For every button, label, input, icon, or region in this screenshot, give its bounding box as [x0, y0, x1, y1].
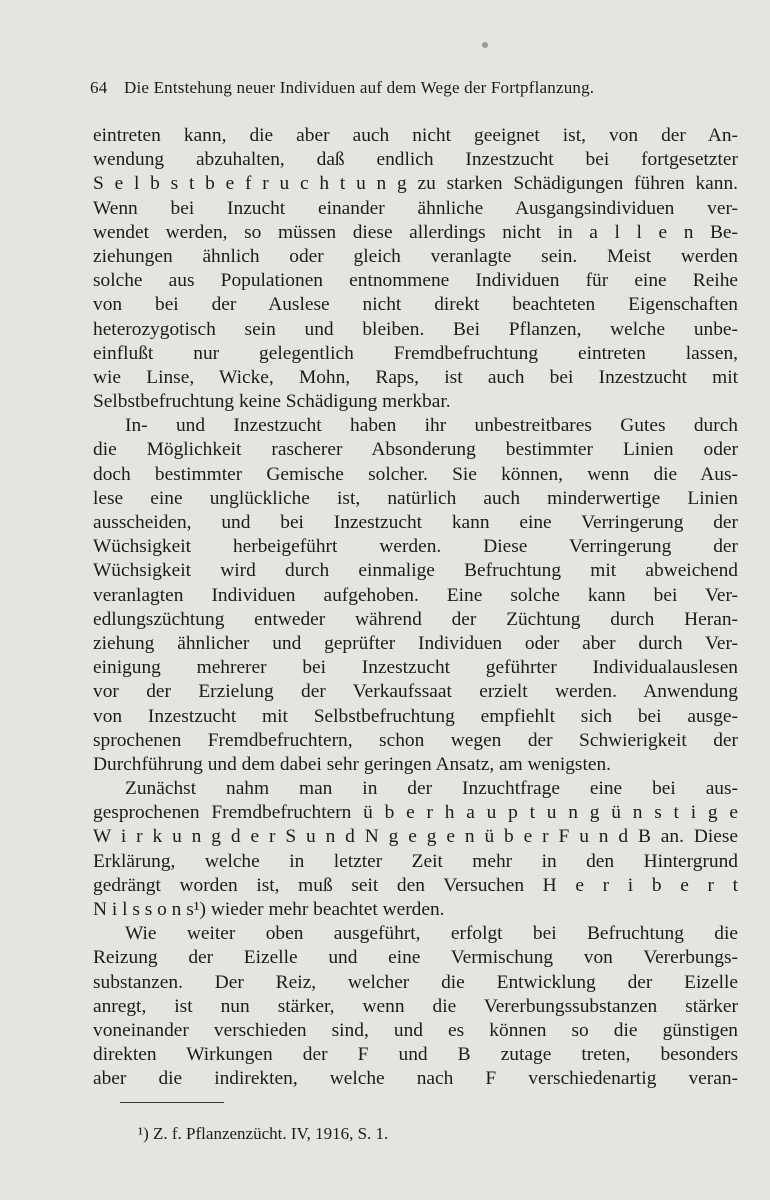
text-line: Selbstbefruchtung keine Schädigung merkbar. — [93, 391, 451, 413]
text-line: von bei der Auslese nicht direkt beachteten Eigenschaften — [93, 294, 738, 316]
text-line: S e l b s t b e f r u c h t u n g zu starken Schädigungen führen kann. — [93, 173, 738, 195]
text-line: einigung mehrerer bei Inzestzucht geführter Individualauslesen — [93, 657, 738, 679]
page-number: 64 — [90, 78, 108, 97]
text-line: ausscheiden, und bei Inzestzucht kann eine Verringerung der — [93, 512, 738, 533]
running-header — [90, 78, 740, 102]
text-line: heterozygotisch sein und bleiben. Bei Pflanzen, welche unbe- — [93, 318, 738, 340]
text-line: einflußt nur gelegentlich Fremdbefruchtung eintreten lassen, — [93, 342, 738, 364]
body-text — [93, 124, 738, 1092]
text-line: In- und Inzestzucht haben ihr unbestreitbares Gutes durch — [125, 415, 738, 437]
running-title: Die Entstehung neuer Individuen auf dem Wege der Fortpflanzung. — [124, 78, 595, 97]
text-line: ziehungen ähnlich oder gleich veranlagte sein. Meist werden — [93, 245, 738, 267]
text-line: veranlagten Individuen aufgehoben. Eine solche kann bei Ver- — [93, 584, 738, 606]
text-line: wendung abzuhalten, daß endlich Inzestzucht bei fortgesetzter — [93, 149, 738, 171]
text-line: Durchführung und dem dabei sehr geringen Ansatz, am wenigsten. — [93, 753, 612, 775]
text-line: Zunächst nahm man in der Inzuchtfrage eine bei aus- — [125, 778, 738, 800]
footnote — [138, 1124, 388, 1144]
text-line: gedrängt worden ist, muß seit den Versuchen H e r i b e r t — [93, 874, 738, 896]
text-line: Wenn bei Inzucht einander ähnliche Ausgangsindividuen ver- — [93, 197, 738, 219]
text-line: W i r k u n g d e r S u n d N g e g e n ü b e r F u n d B an. Diese — [93, 826, 738, 848]
text-line: edlungszüchtung entweder während der Züchtung durch Heran- — [93, 608, 738, 630]
text-line: ziehung ähnlicher und geprüfter Individuen oder aber durch Ver- — [93, 632, 738, 654]
text-line: eintreten kann, die aber auch nicht geeignet ist, von der An- — [93, 125, 738, 146]
text-line: N i l s s o n s¹) wieder mehr beachtet werden. — [93, 899, 445, 920]
text-line: die Möglichkeit rascherer Absonderung bestimmter Linien oder — [93, 439, 738, 461]
text-line: Reizung der Eizelle und eine Vermischung von Vererbungs- — [93, 947, 738, 969]
text-line: substanzen. Der Reiz, welcher die Entwicklung der Eizelle — [93, 971, 738, 993]
text-line: voneinander verschieden sind, und es können so die günstigen — [93, 1019, 738, 1041]
text-line: solche aus Populationen entnommene Individuen für eine Reihe — [93, 270, 738, 292]
ink-speck — [482, 42, 488, 48]
text-line: von Inzestzucht mit Selbstbefruchtung empfiehlt sich bei ausge- — [93, 705, 738, 727]
footnote-marker: ¹) — [138, 1124, 149, 1143]
text-line: Erklärung, welche in letzter Zeit mehr in den Hintergrund — [93, 850, 738, 872]
text-line: Wie weiter oben ausgeführt, erfolgt bei Befruchtung die — [125, 923, 738, 945]
text-line: wie Linse, Wicke, Mohn, Raps, ist auch bei Inzestzucht mit — [93, 366, 738, 388]
text-line: wendet werden, so müssen diese allerdings nicht in a l l e n Be- — [93, 221, 738, 243]
text-line: gesprochenen Fremdbefruchtern ü b e r h a u p t u n g ü n s t i g e — [93, 802, 738, 824]
text-line: vor der Erzielung der Verkaufssaat erzielt werden. Anwendung — [93, 681, 738, 703]
text-line: Wüchsigkeit wird durch einmalige Befruchtung mit abweichend — [93, 560, 738, 582]
text-line: direkten Wirkungen der F und B zutage treten, besonders — [93, 1044, 738, 1066]
text-line: doch bestimmter Gemische solcher. Sie können, wenn die Aus- — [93, 463, 738, 485]
footnote-rule — [120, 1102, 224, 1103]
text-line: sprochenen Fremdbefruchtern, schon wegen der Schwierigkeit der — [93, 729, 738, 751]
text-line: anregt, ist nun stärker, wenn die Vererbungssubstanzen stärker — [93, 995, 738, 1017]
text-line: lese eine unglückliche ist, natürlich auch minderwertige Linien — [93, 487, 738, 509]
footnote-text: Z. f. Pflanzenzücht. IV, 1916, S. 1. — [153, 1124, 389, 1143]
text-line: Wüchsigkeit herbeigeführt werden. Diese Verringerung der — [93, 536, 738, 558]
text-line: aber die indirekten, welche nach F verschiedenartig veran- — [93, 1068, 738, 1090]
